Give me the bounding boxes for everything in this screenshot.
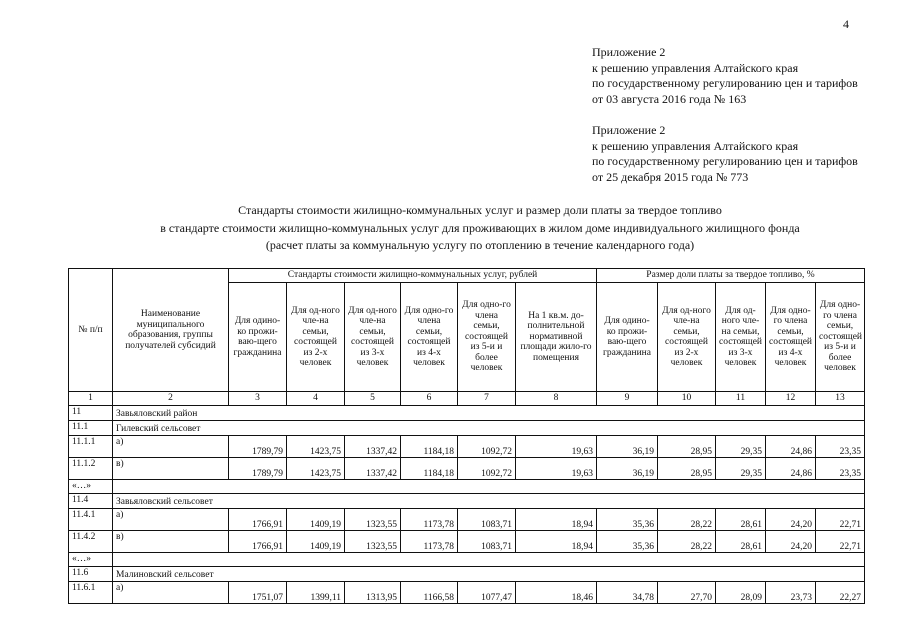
column-number: 5 bbox=[345, 392, 401, 406]
standard-value-cell: 1766,91 bbox=[229, 509, 287, 531]
standard-value-cell: 1184,18 bbox=[401, 458, 458, 480]
standard-value-cell: 1423,75 bbox=[287, 436, 345, 458]
share-value-cell: 36,19 bbox=[597, 436, 658, 458]
share-value-cell: 29,35 bbox=[716, 436, 766, 458]
recipient-group-label: а) bbox=[113, 436, 229, 458]
row-code: 11.6.1 bbox=[69, 582, 113, 604]
share-value-cell: 22,27 bbox=[816, 582, 865, 604]
standard-value-cell: 19,63 bbox=[516, 436, 597, 458]
share-value-cell: 24,20 bbox=[766, 509, 816, 531]
column-number: 6 bbox=[401, 392, 458, 406]
row-code: 11.1.2 bbox=[69, 458, 113, 480]
header-group-standards: Стандарты стоимости жилищно-коммунальных услуг, рублей bbox=[229, 269, 597, 283]
header-group-share: Размер доли платы за твердое топливо, % bbox=[597, 269, 865, 283]
column-number: 1 bbox=[69, 392, 113, 406]
standard-value-cell: 1083,71 bbox=[458, 509, 516, 531]
standard-value-cell: 1409,19 bbox=[287, 509, 345, 531]
share-value-cell: 28,95 bbox=[658, 436, 716, 458]
row-code: 11.1 bbox=[69, 421, 113, 436]
header-share-col: Для одно-го члена семьи, состоящей из 5-и и более человек bbox=[816, 283, 865, 392]
standard-value-cell: 1166,58 bbox=[401, 582, 458, 604]
standard-value-cell: 18,94 bbox=[516, 509, 597, 531]
share-value-cell: 23,35 bbox=[816, 436, 865, 458]
share-value-cell: 28,61 bbox=[716, 531, 766, 553]
header-name: Наименование муниципального образования, группы получателей субсидий bbox=[113, 269, 229, 392]
column-number: 10 bbox=[658, 392, 716, 406]
standard-value-cell: 1173,78 bbox=[401, 531, 458, 553]
standard-value-cell: 1313,95 bbox=[345, 582, 401, 604]
standard-value-cell: 1337,42 bbox=[345, 436, 401, 458]
standard-value-cell: 19,63 bbox=[516, 458, 597, 480]
header-share-col: Для од-ного чле-на семьи, состоящей из 2-х человек bbox=[658, 283, 716, 392]
appendix-line: к решению управления Алтайского края bbox=[592, 138, 799, 153]
council-row bbox=[69, 421, 865, 436]
header-standard-col: Для одно-го члена семьи, состоящей из 4-х человек bbox=[401, 283, 458, 392]
recipient-group-label: а) bbox=[113, 509, 229, 531]
standard-value-cell: 1092,72 bbox=[458, 436, 516, 458]
column-number: 7 bbox=[458, 392, 516, 406]
share-value-cell: 23,73 bbox=[766, 582, 816, 604]
header-share-col: Для одино-ко прожи-ваю-щего гражданина bbox=[597, 283, 658, 392]
ellipsis-text: «…» bbox=[69, 553, 113, 567]
share-value-cell: 22,71 bbox=[816, 509, 865, 531]
ellipsis-text: «…» bbox=[69, 480, 113, 494]
row-code: 11 bbox=[69, 406, 113, 421]
share-value-cell: 29,35 bbox=[716, 458, 766, 480]
header-share-col: Для од-ного чле-на семьи, состоящей из 3-х человек bbox=[716, 283, 766, 392]
standard-value-cell: 1092,72 bbox=[458, 458, 516, 480]
title-line: (расчет платы за коммунальную услугу по отоплению в течение календарного года) bbox=[265, 238, 695, 252]
standard-value-cell: 1766,91 bbox=[229, 531, 287, 553]
share-value-cell: 35,36 bbox=[597, 509, 658, 531]
appendix-line: по государственному регулированию цен и тарифов bbox=[592, 154, 858, 168]
omitted-rows-marker bbox=[69, 480, 865, 494]
recipient-group-label: а) bbox=[113, 582, 229, 604]
table-row bbox=[69, 436, 865, 458]
column-number: 2 bbox=[113, 392, 229, 406]
document-title bbox=[60, 202, 900, 255]
table-row bbox=[69, 531, 865, 553]
standard-value-cell: 1173,78 bbox=[401, 509, 458, 531]
title-line: Стандарты стоимости жилищно-коммунальных услуг и размер доли платы за твердое топливо bbox=[238, 203, 722, 217]
share-value-cell: 28,22 bbox=[658, 531, 716, 553]
standard-value-cell: 1751,07 bbox=[229, 582, 287, 604]
appendix-line: от 03 августа 2016 года № 163 bbox=[592, 91, 747, 106]
column-number: 9 bbox=[597, 392, 658, 406]
page-number: 4 bbox=[843, 17, 849, 31]
standard-value-cell: 18,46 bbox=[516, 582, 597, 604]
share-value-cell: 34,78 bbox=[597, 582, 658, 604]
header-standard-col: На 1 кв.м. до-полнительной нормативной площади жило-го помещения bbox=[516, 283, 597, 392]
standard-value-cell: 1337,42 bbox=[345, 458, 401, 480]
row-code: 11.4.1 bbox=[69, 509, 113, 531]
share-value-cell: 28,09 bbox=[716, 582, 766, 604]
share-value-cell: 24,20 bbox=[766, 531, 816, 553]
share-value-cell: 28,22 bbox=[658, 509, 716, 531]
recipient-group-label: в) bbox=[113, 458, 229, 480]
header-number: № п/п bbox=[69, 269, 113, 392]
column-number: 11 bbox=[716, 392, 766, 406]
recipient-group-label: в) bbox=[113, 531, 229, 553]
table-row bbox=[69, 582, 865, 604]
standard-value-cell: 1789,79 bbox=[229, 436, 287, 458]
header-share-col: Для одно-го члена семьи, состоящей из 4-х человек bbox=[766, 283, 816, 392]
share-value-cell: 27,70 bbox=[658, 582, 716, 604]
standard-value-cell: 1184,18 bbox=[401, 436, 458, 458]
empty-cell bbox=[113, 480, 865, 494]
standard-value-cell: 1399,11 bbox=[287, 582, 345, 604]
standard-value-cell: 1423,75 bbox=[287, 458, 345, 480]
standard-value-cell: 1323,55 bbox=[345, 509, 401, 531]
table-row bbox=[69, 509, 865, 531]
appendix-current-header bbox=[592, 45, 858, 107]
share-value-cell: 23,35 bbox=[816, 458, 865, 480]
appendix-line: Приложение 2 bbox=[592, 45, 666, 59]
column-number: 4 bbox=[287, 392, 345, 406]
council-name: Завьяловский сельсовет bbox=[113, 494, 865, 509]
share-value-cell: 35,36 bbox=[597, 531, 658, 553]
council-name: Малиновский сельсовет bbox=[113, 567, 865, 582]
standard-value-cell: 18,94 bbox=[516, 531, 597, 553]
column-number: 8 bbox=[516, 392, 597, 406]
column-number: 3 bbox=[229, 392, 287, 406]
empty-cell bbox=[113, 553, 865, 567]
share-value-cell: 24,86 bbox=[766, 436, 816, 458]
column-number: 12 bbox=[766, 392, 816, 406]
header-standard-col: Для од-ного чле-на семьи, состоящей из 3-х человек bbox=[345, 283, 401, 392]
district-name: Завьяловский район bbox=[113, 406, 865, 421]
standard-value-cell: 1323,55 bbox=[345, 531, 401, 553]
share-value-cell: 24,86 bbox=[766, 458, 816, 480]
share-value-cell: 28,95 bbox=[658, 458, 716, 480]
council-name: Гилевский сельсовет bbox=[113, 421, 865, 436]
district-row bbox=[69, 406, 865, 421]
appendix-line: по государственному регулированию цен и тарифов bbox=[592, 76, 858, 90]
row-code: 11.4.2 bbox=[69, 531, 113, 553]
title-line: в стандарте стоимости жилищно-коммунальных услуг для проживающих в жилом доме индивидуального жилищного фонда bbox=[160, 220, 800, 235]
council-row bbox=[69, 567, 865, 582]
header-standard-col: Для од-ного чле-на семьи, состоящей из 2-х человек bbox=[287, 283, 345, 392]
standard-value-cell: 1083,71 bbox=[458, 531, 516, 553]
appendix-line: от 25 декабря 2015 года № 773 bbox=[592, 169, 749, 184]
column-number: 13 bbox=[816, 392, 865, 406]
header-standard-col: Для одино-ко прожи-ваю-щего гражданина bbox=[229, 283, 287, 392]
omitted-rows-marker bbox=[69, 553, 865, 567]
appendix-original-header bbox=[592, 123, 858, 185]
standards-table bbox=[68, 268, 865, 604]
share-value-cell: 36,19 bbox=[597, 458, 658, 480]
row-code: 11.1.1 bbox=[69, 436, 113, 458]
standard-value-cell: 1789,79 bbox=[229, 458, 287, 480]
table-row bbox=[69, 458, 865, 480]
row-code: 11.6 bbox=[69, 567, 113, 582]
share-value-cell: 22,71 bbox=[816, 531, 865, 553]
share-value-cell: 28,61 bbox=[716, 509, 766, 531]
appendix-line: Приложение 2 bbox=[592, 123, 666, 137]
appendix-line: к решению управления Алтайского края bbox=[592, 60, 799, 75]
row-code: 11.4 bbox=[69, 494, 113, 509]
standard-value-cell: 1409,19 bbox=[287, 531, 345, 553]
council-row bbox=[69, 494, 865, 509]
header-standard-col: Для одно-го члена семьи, состоящей из 5-и и более человек bbox=[458, 283, 516, 392]
standard-value-cell: 1077,47 bbox=[458, 582, 516, 604]
